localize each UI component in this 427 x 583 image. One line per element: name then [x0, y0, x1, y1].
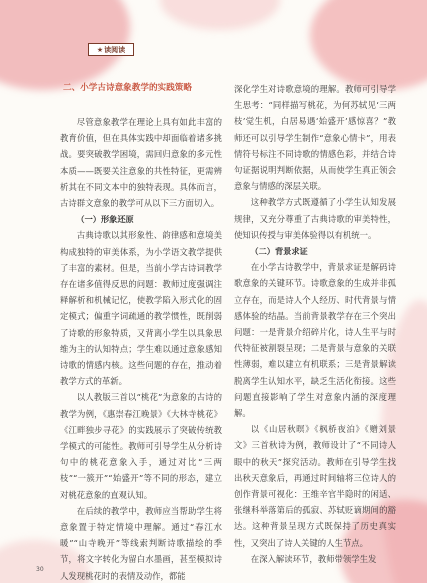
- left-column: [60, 81, 222, 583]
- watercolor-blot: [160, 0, 280, 30]
- paragraph: 以《山居秋暝》《枫桥夜泊》《赠刘景文》三首秋诗为例，教师设计了“不同诗人眼中的秋天”探究活动。教师在引导学生找出秋天意象后，再通过时间轴将三位诗人的创作背景可视化：王维辛官半隐时的闲适、张继科举落第后的孤寂、苏轼贬谪期间的豁达。这种背景呈现方式既保持了历史真实性，又突出了诗人关键的人生节点。: [234, 424, 396, 548]
- paragraph: 这种教学方式既遵循了小学生认知发展规律，又充分尊重了古典诗歌的审美特性，使知识传授与审美体验得以有机统一。: [234, 197, 396, 240]
- column-badge: [88, 43, 134, 56]
- subsection-title: （二）背景求证: [250, 246, 308, 257]
- paragraph: 深化学生对诗歌意境的理解。教师可引导学生思考：“同样描写桃花，为何苏轼见‘三两枝’觉生机，白居易遇‘始盛开’感惊喜？”教师还可以引导学生制作“意象心情卡”，用表情符号标注不同诗歌的情感色彩，并结合诗句证据说明判断依据，从而使学生真正领会意象与情感的深层关联。: [234, 84, 396, 192]
- paragraph: 在深入解读环节，教师带领学生发: [250, 553, 377, 564]
- subsection-title: （一）形象还原: [76, 214, 134, 225]
- right-column: [234, 81, 396, 567]
- watercolor-blot: [310, 0, 427, 90]
- badge-label: 读阅读: [104, 45, 126, 54]
- section-title: 二、小学古诗意象教学的实践策略: [63, 83, 192, 93]
- paragraph: 以人教版三首以“桃花”为意象的古诗的教学为例，《惠崇春江晚景》《大林寺桃花》《江畔独步寻花》的实践展示了突破传统教学模式的可能性。教师可引导学生从分析诗句中的桃花意象入手，通过对比“三两枝”“一簇开”“始盛开”等不同的形态，建立对桃花意象的直观认知。: [60, 392, 222, 500]
- paragraph: 尽管意象教学在理论上具有如此丰富的教育价值，但在具体实践中却面临着诸多挑战。要突破教学困境，需回归意象的多元性本质——既要关注意象的共性特征，更需辨析其在不同文本中的独特表现。具体而言，古诗群文意象的教学可从以下三方面切入。: [60, 117, 222, 209]
- paragraph: 在后续的教学中，教师应当帮助学生将意象置于特定情境中理解。通过“春江水暖”“山寺晚开”等线索判断诗歌描绘的季节，将文字转化为留白水墨画，甚至模拟诗人发现桃花时的表情及动作，都能: [60, 505, 222, 581]
- paragraph: 古典诗歌以其形象性、韵律感和意境美构成独特的审美体系，为小学语文教学提供了丰富的素材。但是，当前小学古诗词教学存在诸多值得反思的问题：教师过度强调注释解析和机械记忆，使教学陷入形式化的固定模式；偏重字词疏通的教学惯性，既削弱了诗歌的形象特质，又背离小学生以具象思维为主的认知特点；学生难以通过意象感知诗歌的情感内核。这些问题的存在，推动着教学方式的革新。: [60, 230, 222, 387]
- paragraph: 在小学古诗教学中，背景求证是解码诗歌意象的关键环节。诗歌意象的生成并非孤立存在，而是诗人个人经历、时代背景与情感体验的结晶。当前背景教学存在三个突出问题：一是背景介绍碎片化，诗人生平与时代特征被割裂呈现；二是背景与意象的关联性薄弱，难以建立有机联系；三是背景解读脱离学生认知水平，缺乏生活化衔接。这些问题直接影响了学生对意象内涵的深度理解。: [234, 262, 396, 419]
- page-number: 30: [36, 566, 44, 573]
- star-icon: ★: [96, 45, 104, 54]
